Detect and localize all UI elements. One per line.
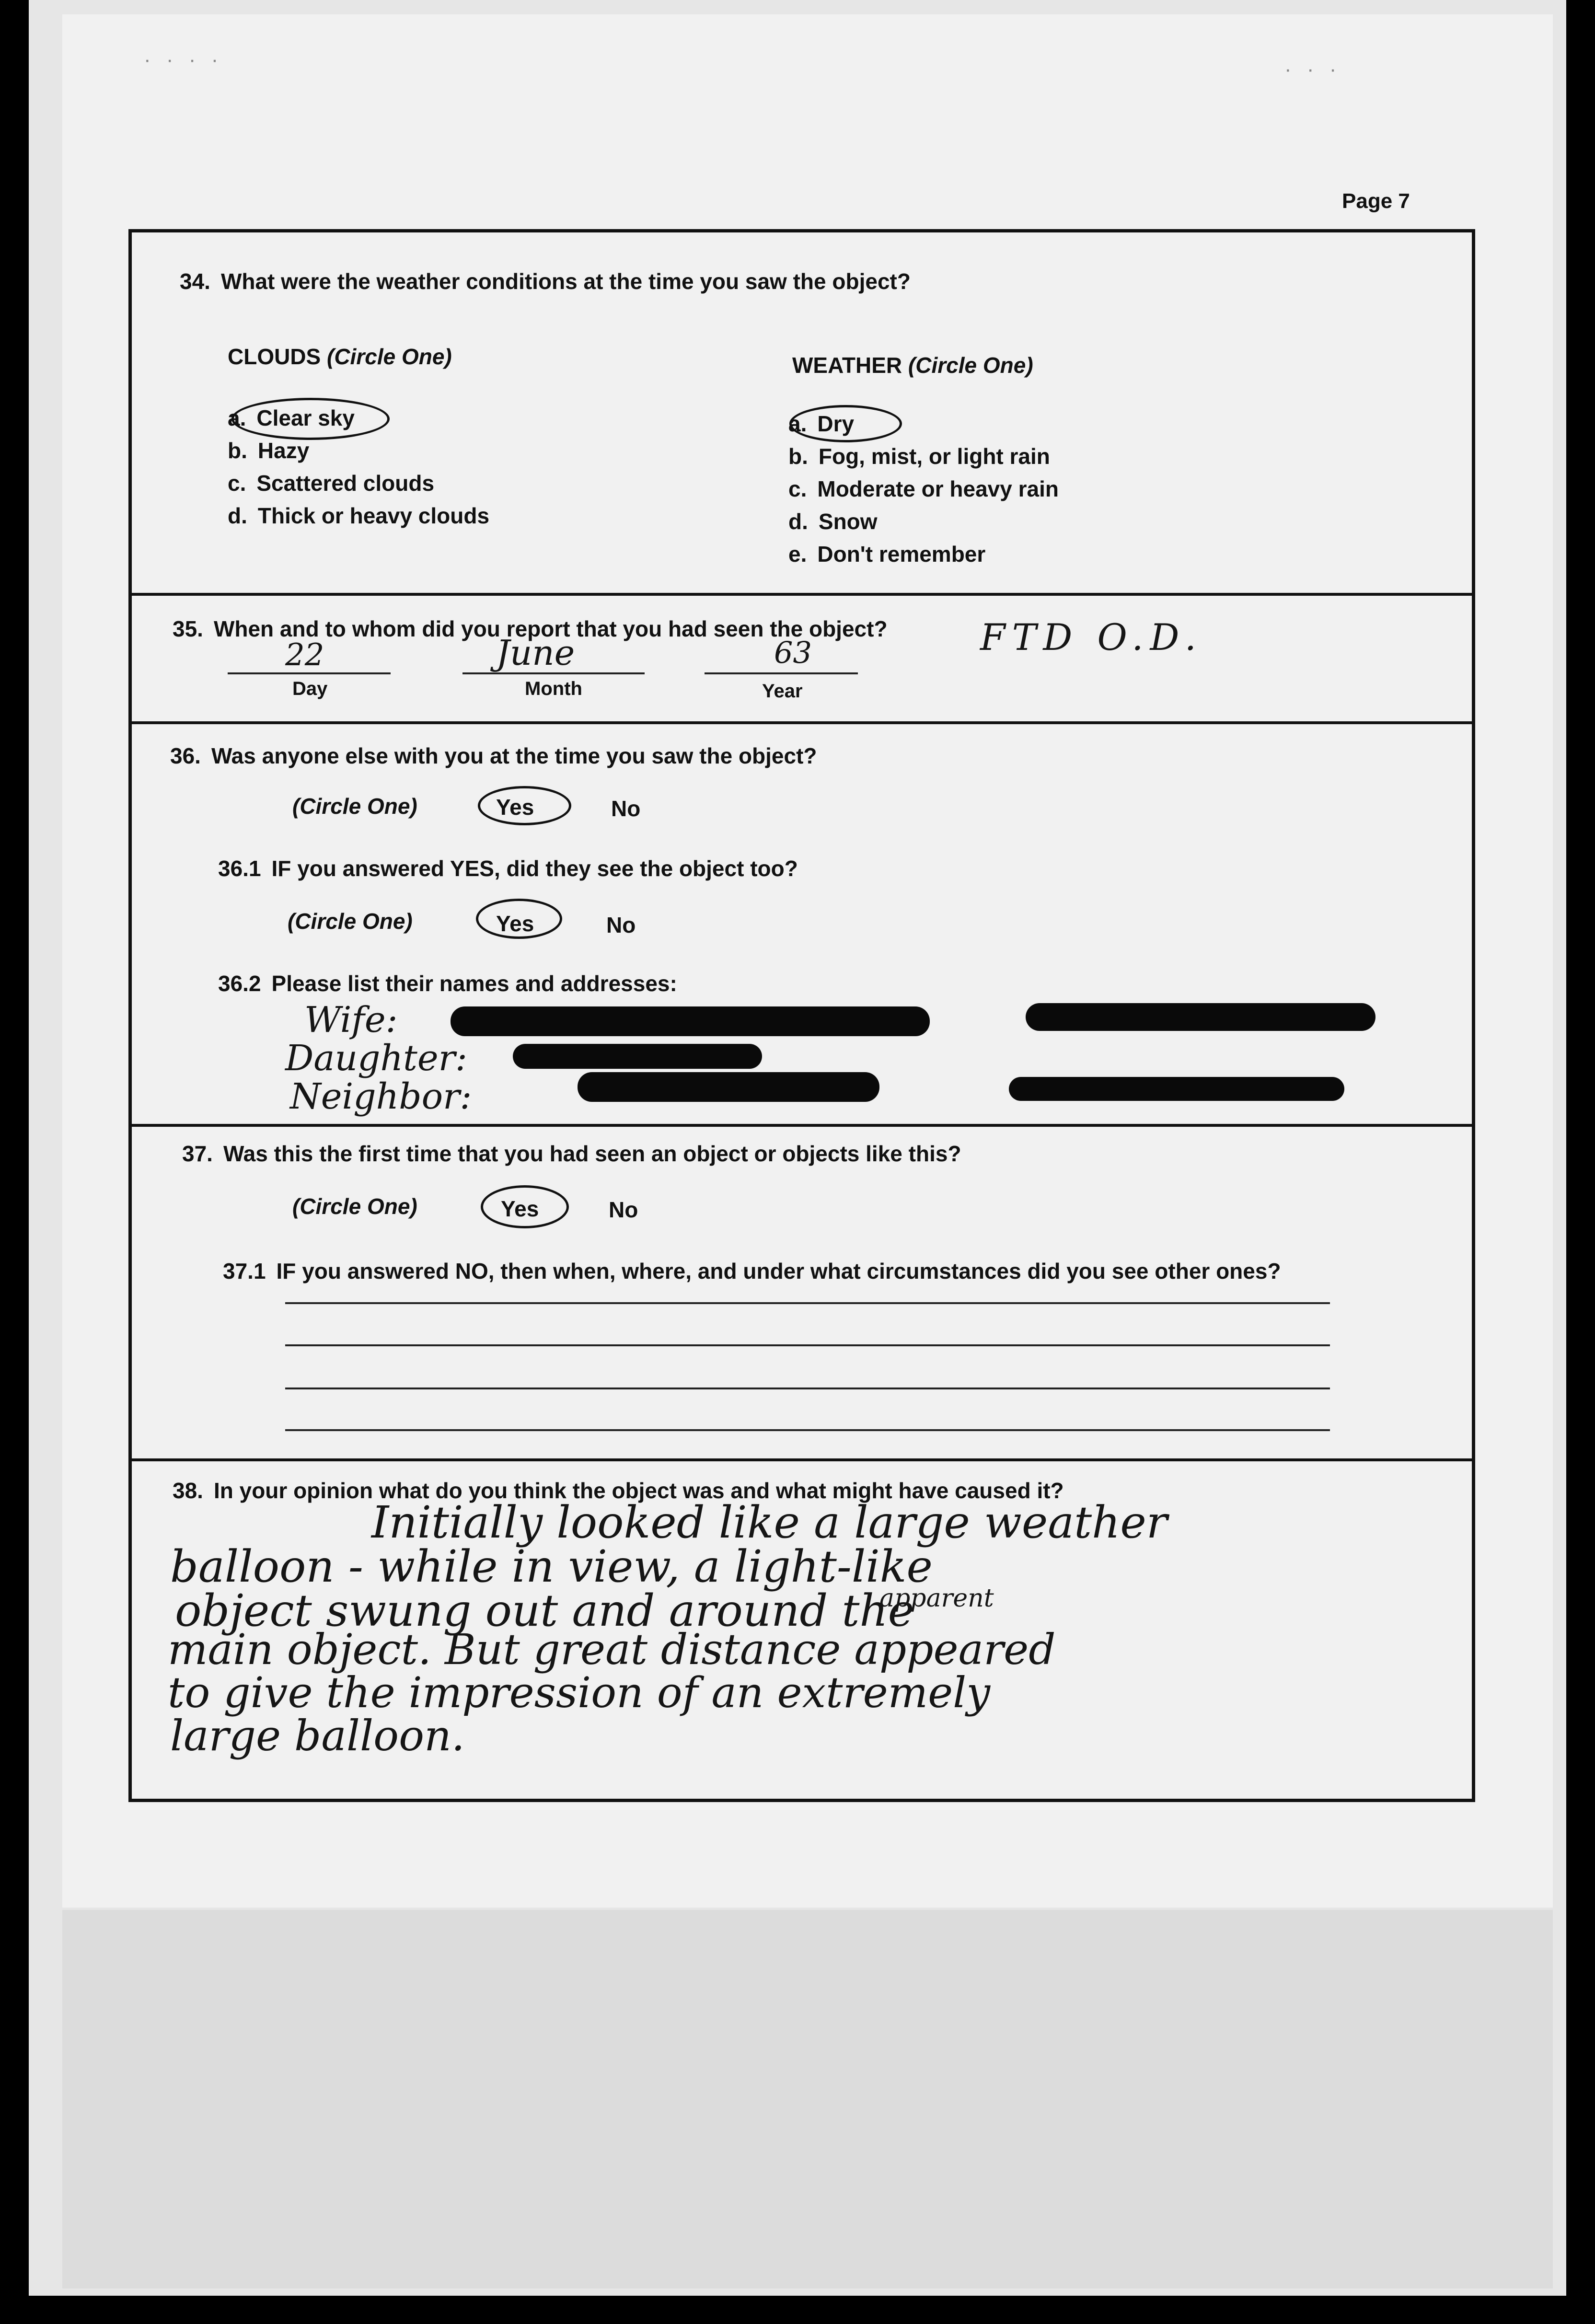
month-label: Month [525, 678, 582, 699]
section-divider [132, 593, 1472, 596]
q35-question: 35. When and to whom did you report that you had seen the object? [173, 616, 888, 641]
q38-question: 38. In your opinion what do you think the object was and what might have caused it? [173, 1478, 1064, 1503]
redaction-bar [1009, 1077, 1344, 1101]
page-number: Page 7 [1342, 189, 1410, 213]
weather-option-moderate-rain[interactable]: c. Moderate or heavy rain [788, 476, 1059, 501]
q36-question: 36. Was anyone else with you at the time you saw the object? [170, 743, 817, 768]
companion-wife-label: Wife: [304, 999, 398, 1041]
q36-yes-option[interactable]: Yes [496, 795, 534, 820]
questionnaire-box [128, 229, 1475, 1802]
answer-line [285, 1302, 1330, 1304]
q37-yes-option[interactable]: Yes [501, 1196, 539, 1221]
weather-option-dry[interactable]: a. Dry [788, 411, 855, 436]
day-label: Day [292, 678, 328, 699]
q37-1-question: 37.1 IF you answered NO, then when, where, and under what circumstances did you see other ones? [223, 1259, 1281, 1283]
month-value: June [496, 633, 575, 673]
report-recipient: FTD O.D. [980, 616, 1203, 659]
smudge-mark: · · · · [144, 48, 223, 71]
q38-answer-line-2: balloon - while in view, a light-like [170, 1541, 933, 1592]
q36-no-option[interactable]: No [611, 796, 641, 821]
q37-circle-one: (Circle One) [292, 1194, 417, 1219]
dry-circle [789, 405, 902, 442]
page-backing [62, 1910, 1553, 2289]
q38-answer-line-3: object swung out and around the [175, 1585, 914, 1636]
redaction-bar [1026, 1003, 1375, 1031]
redaction-bar [578, 1072, 879, 1102]
redaction-bar [513, 1044, 762, 1069]
clouds-option-thick[interactable]: d. Thick or heavy clouds [228, 503, 490, 528]
q36-1-yes-option[interactable]: Yes [496, 911, 534, 936]
answer-line [285, 1429, 1330, 1431]
clouds-heading: CLOUDS (Circle One) [228, 344, 452, 369]
weather-option-dont-remember[interactable]: e. Don't remember [788, 542, 986, 567]
answer-line [285, 1344, 1330, 1346]
q36-circle-one: (Circle One) [292, 794, 417, 819]
clouds-option-clear-sky[interactable]: a. Clear sky [228, 405, 355, 430]
q38-answer-line-4: main object. But great distance appeared [168, 1625, 1056, 1674]
clear-sky-circle [231, 398, 390, 440]
weather-option-snow[interactable]: d. Snow [788, 509, 878, 534]
q38-answer-line-5: to give the impression of an extremely [168, 1668, 991, 1717]
q37-yes-circle [481, 1185, 569, 1228]
month-underline [462, 672, 645, 674]
q36-1-circle-one: (Circle One) [288, 909, 413, 934]
year-underline [705, 672, 858, 674]
year-value: 63 [774, 635, 812, 670]
q36-2-question: 36.2 Please list their names and addresses: [218, 971, 677, 996]
clouds-option-scattered[interactable]: c. Scattered clouds [228, 471, 435, 496]
q37-no-option[interactable]: No [609, 1197, 638, 1222]
q36-1-question: 36.1 IF you answered YES, did they see the object too? [218, 856, 798, 881]
section-divider [132, 1458, 1472, 1461]
weather-heading: WEATHER (Circle One) [792, 353, 1033, 378]
companion-daughter-label: Daughter: [285, 1038, 467, 1079]
q34-question: 34. What were the weather conditions at the time you saw the object? [180, 269, 911, 294]
section-divider [132, 1124, 1472, 1127]
smudge-mark: · · · [1284, 58, 1341, 81]
day-value: 22 [285, 637, 324, 673]
q36-1-yes-circle [476, 899, 562, 939]
companion-neighbor-label: Neighbor: [290, 1076, 472, 1117]
q36-yes-circle [478, 786, 571, 825]
year-label: Year [762, 681, 803, 702]
q38-answer-line-6: large balloon. [170, 1711, 465, 1760]
clouds-option-hazy[interactable]: b. Hazy [228, 438, 310, 463]
q38-answer-line-1: Initially looked like a large weather [371, 1497, 1167, 1548]
answer-line [285, 1387, 1330, 1389]
q36-1-no-option[interactable]: No [606, 913, 636, 937]
section-divider [132, 721, 1472, 724]
redaction-bar [451, 1006, 930, 1036]
q38-answer-insertion: apparent [879, 1584, 994, 1613]
weather-option-fog[interactable]: b. Fog, mist, or light rain [788, 444, 1050, 469]
q37-question: 37. Was this the first time that you had seen an object or objects like this? [182, 1141, 961, 1166]
day-underline [228, 672, 391, 674]
